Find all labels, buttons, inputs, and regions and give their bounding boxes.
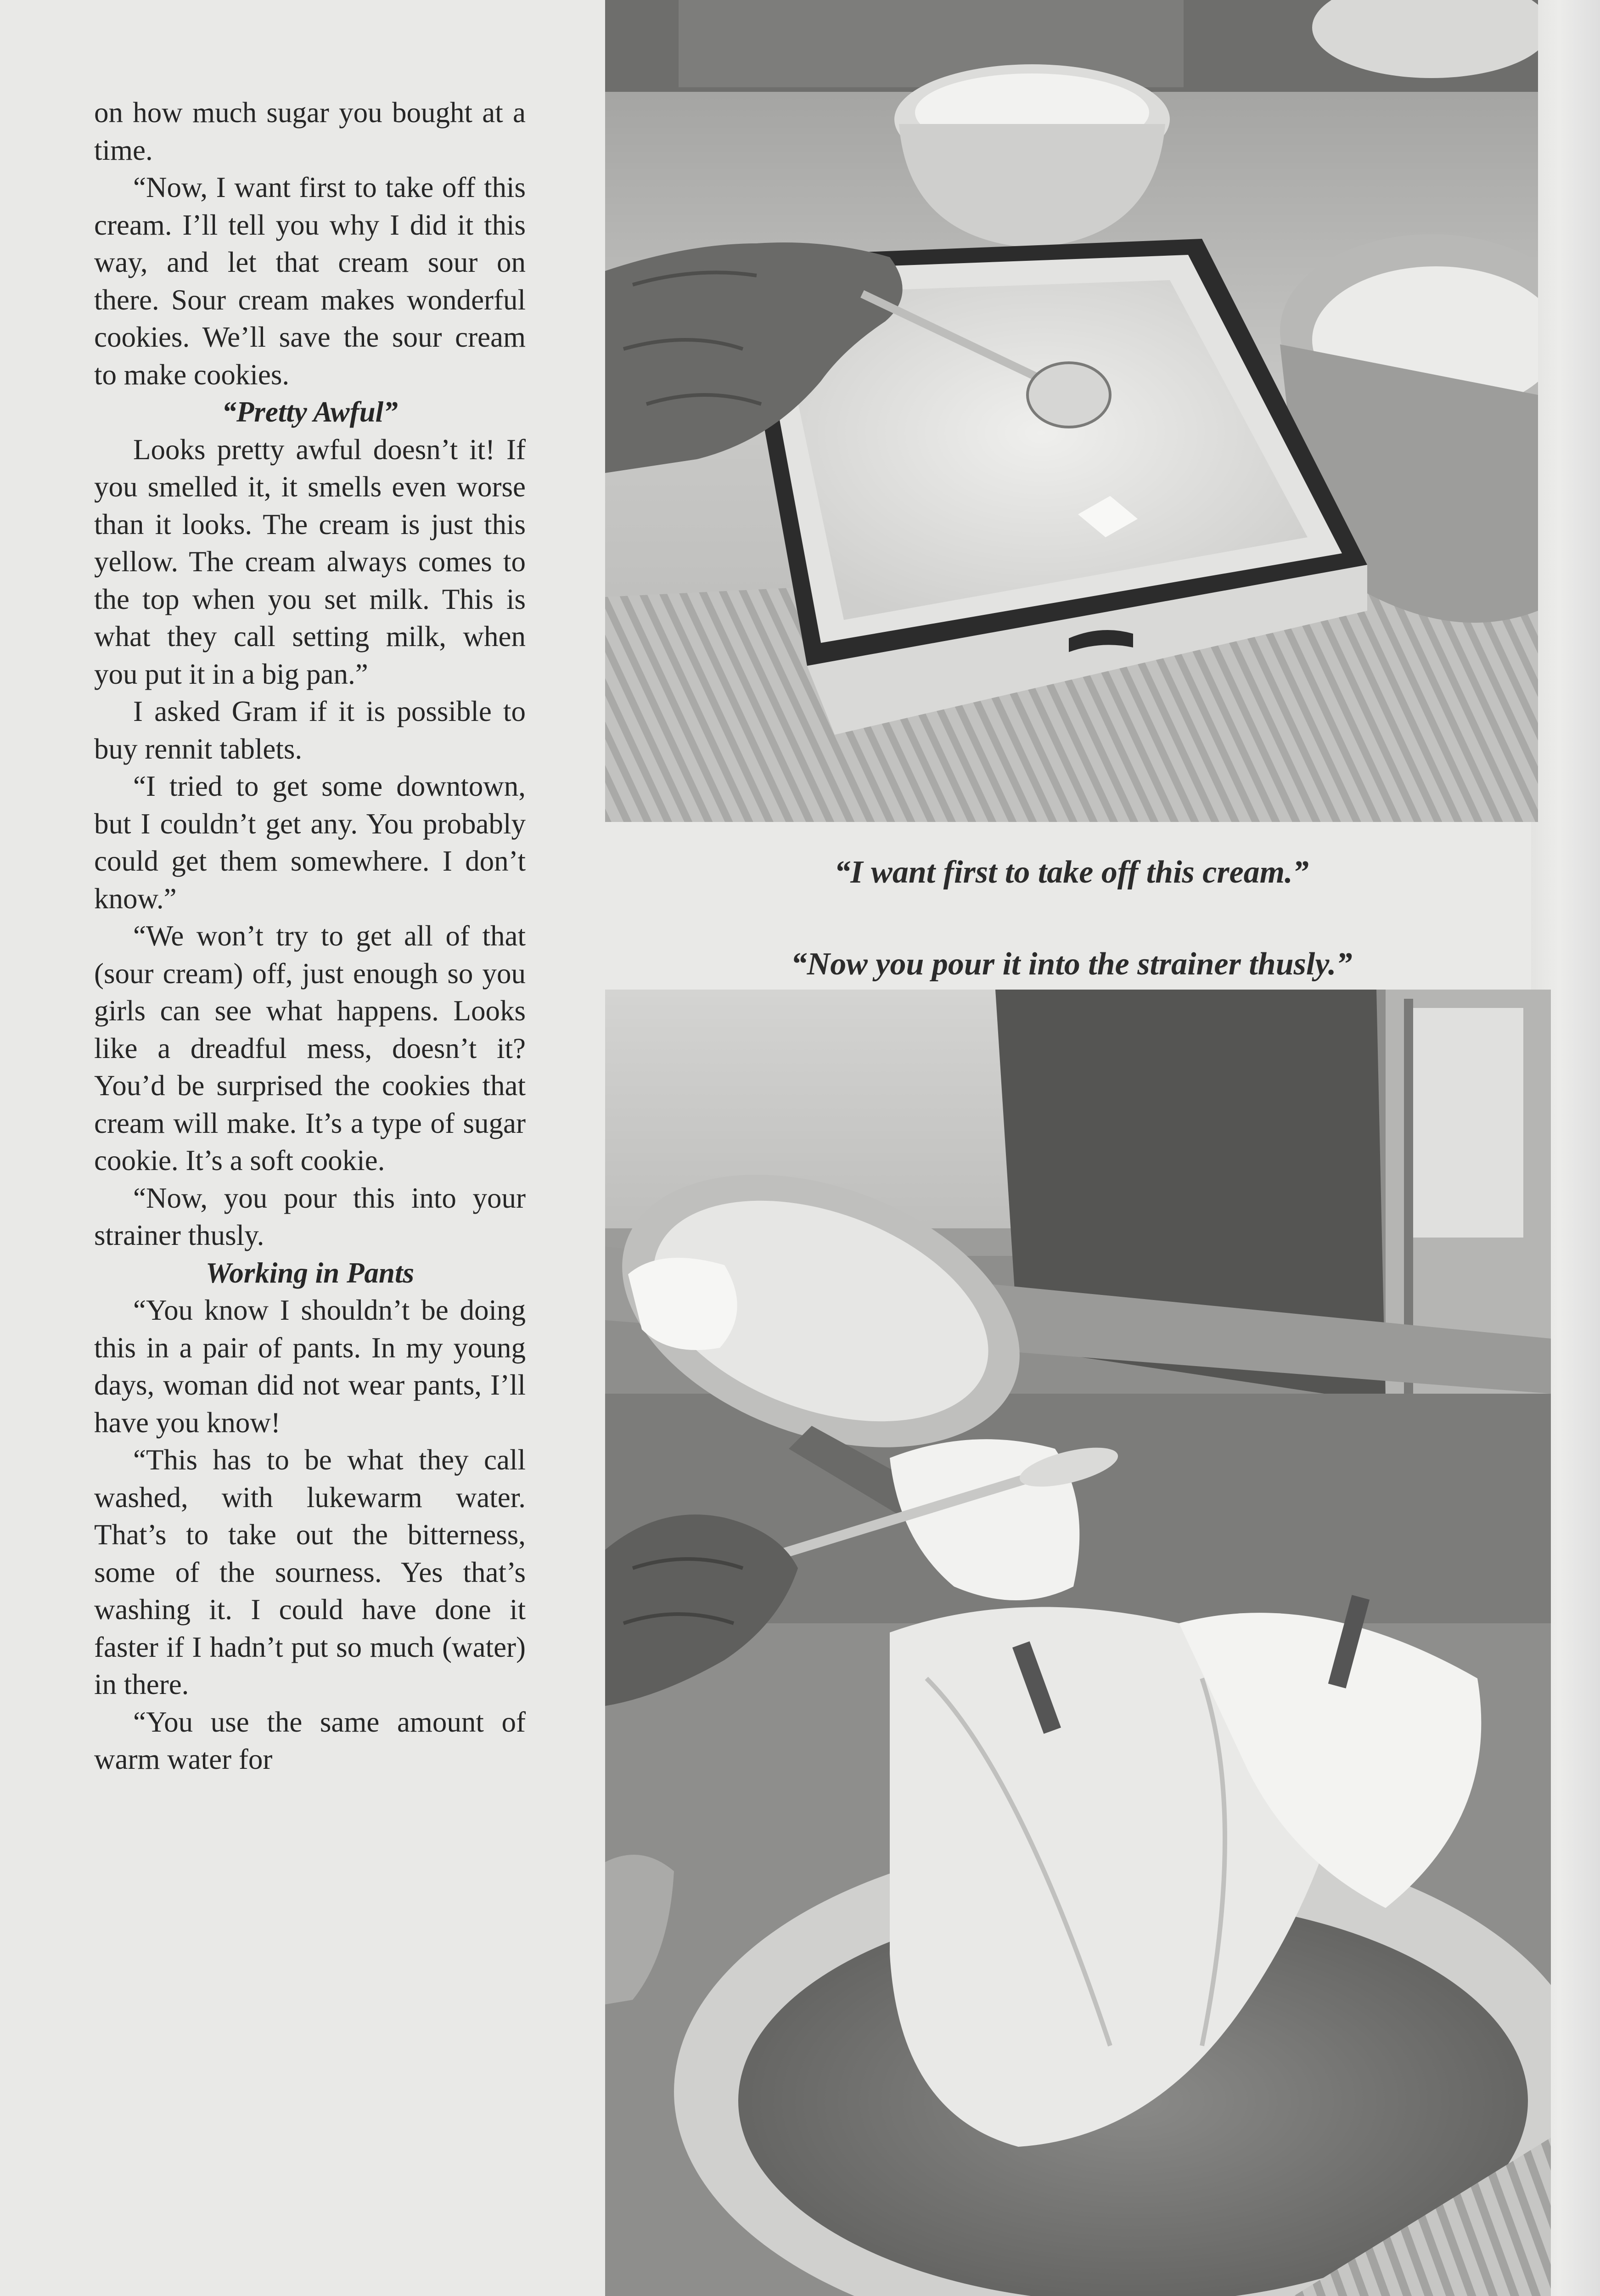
paragraph: “Now, I want first to take off this cream. I’ll tell you why I did it this way, and let that cream sour on there. Sour cream makes wonderful cookies. We’ll save the sour cream to make cookies. — [94, 171, 526, 391]
paragraph: “This has to be what they call washed, with lukewarm water. That’s to take out the bitterness, some of the sourness. Yes that’s washing it. I could have done it faster if I hadn’t put so much (water) in there. — [94, 1444, 526, 1700]
photo-skimming-cream — [605, 0, 1538, 822]
subheading-working-in-pants: Working in Pants — [206, 1256, 414, 1289]
paragraph: on how much sugar you bought at a time. — [94, 96, 526, 166]
photo-caption-1: “I want first to take off this cream.” — [834, 855, 1309, 890]
paragraph: “I tried to get some downtown, but I couldn’t get any. You probably could get them somewhere. I don’t know.” — [94, 770, 526, 915]
photo-caption-2: “Now you pour it into the strainer thusly.” — [791, 946, 1353, 982]
photo-pouring-into-strainer — [605, 990, 1551, 2296]
paragraph: I asked Gram if it is possible to buy rennit tablets. — [94, 695, 526, 765]
paragraph: “Now, you pour this into your strainer thusly. — [94, 1182, 526, 1251]
paragraph: “You use the same amount of warm water for — [94, 1705, 526, 1775]
paragraph: “We won’t try to get all of that (sour cream) off, just enough so you girls can see what happens. Looks like a dreadful mess, doesn’t it? You’d be surprised the cookies that cream will make. It’s a type of sugar cookie. It’s a soft cookie. — [94, 920, 526, 1176]
photo-skimming-cream-image — [605, 0, 1538, 822]
paragraph: Looks pretty awful doesn’t it! If you smelled it, it smells even worse than it looks. The cream is just this yellow. The cream always comes to the top when you set milk. This is what they call setting milk, when you put it in a big pan.” — [94, 433, 526, 690]
article-text-column — [94, 94, 526, 1778]
paragraph: “You know I shouldn’t be doing this in a pair of pants. In my young days, woman did not wear pants, I’ll have you know! — [94, 1294, 526, 1439]
photo-pouring-into-strainer-image — [605, 990, 1551, 2296]
subheading-pretty-awful: “Pretty Awful” — [222, 396, 398, 428]
